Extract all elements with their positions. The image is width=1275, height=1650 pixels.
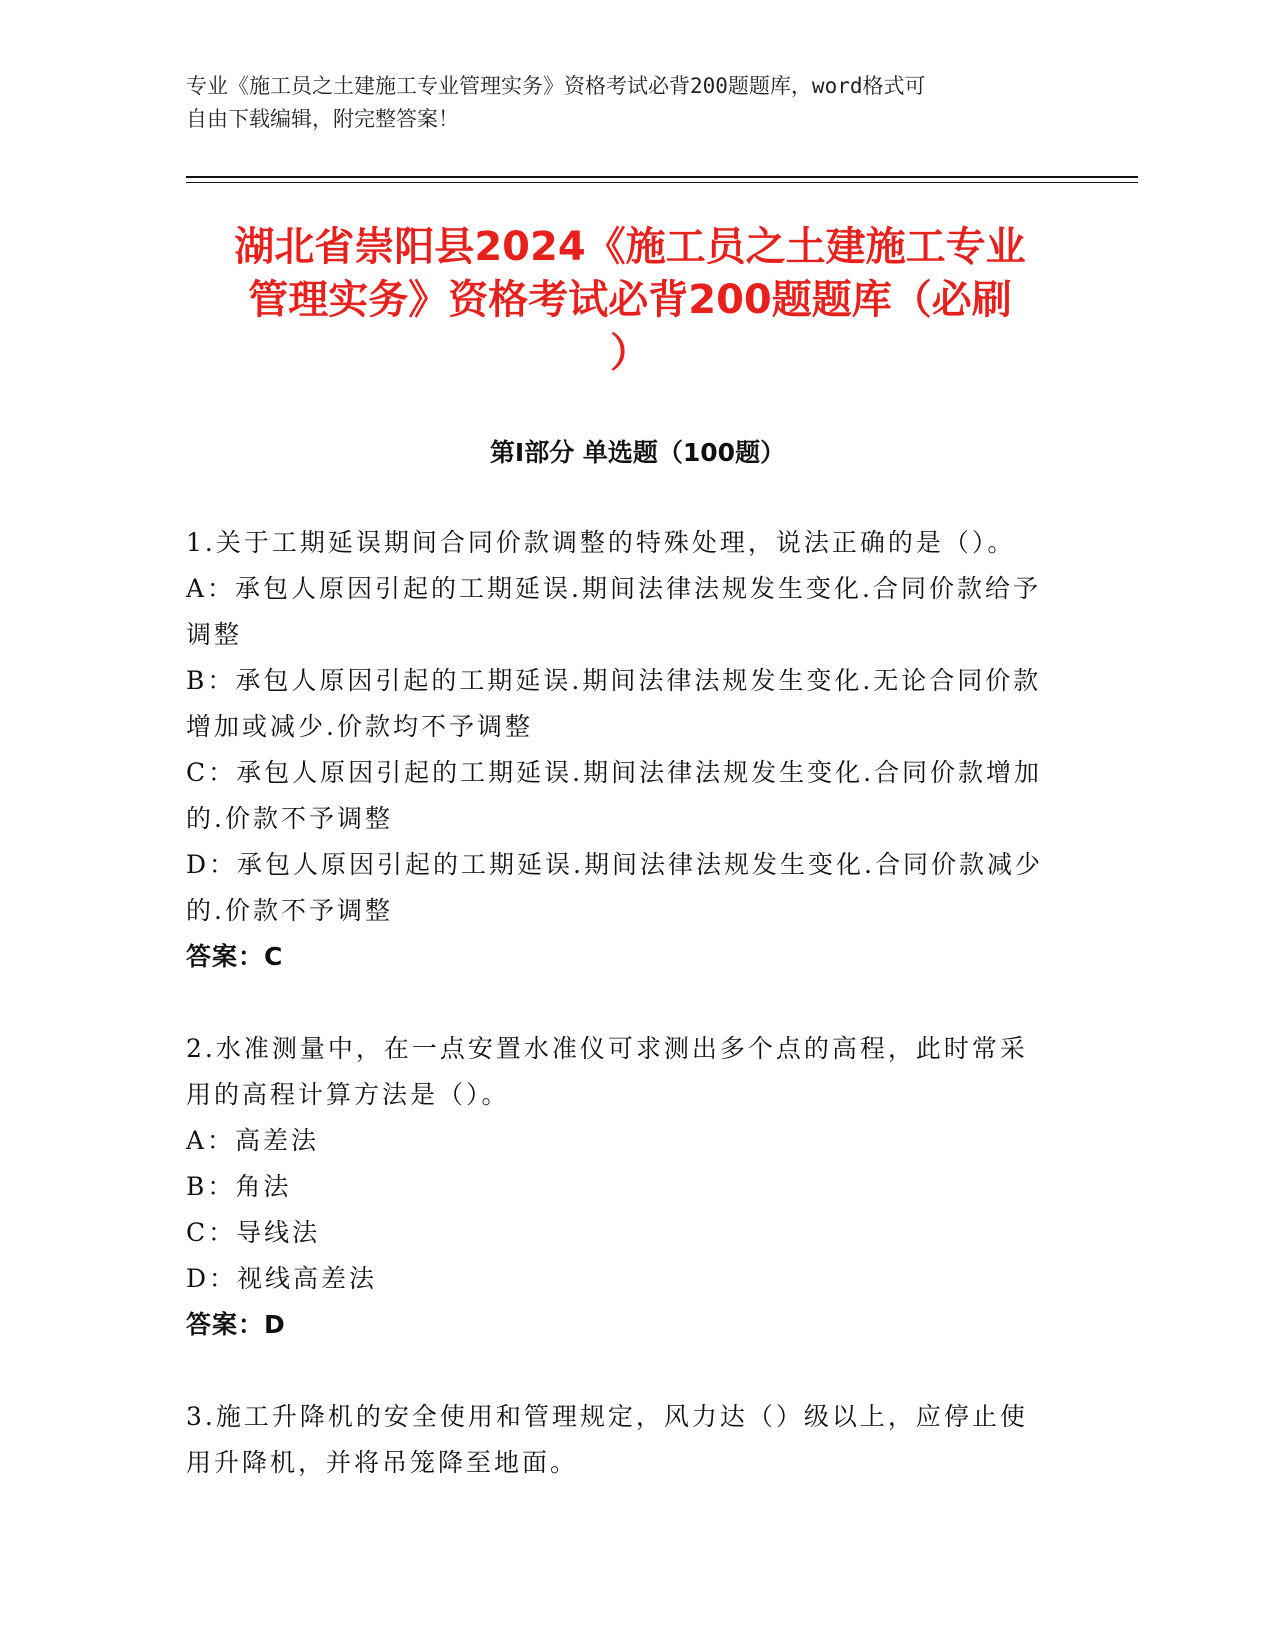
question-stem: 2.水准测量中，在一点安置水准仪可求测出多个点的高程，此时常采 — [186, 1034, 1028, 1063]
header-note-line: 自由下载编辑，附完整答案！ — [186, 107, 459, 131]
question-list — [186, 520, 1086, 1486]
option-b: B：角法 — [186, 1172, 292, 1201]
option-a-continued: 调整 — [186, 620, 243, 649]
question-stem-continued: 用升降机，并将吊笼降至地面。 — [186, 1448, 579, 1477]
header-divider-thick — [186, 176, 1138, 178]
header-note — [186, 70, 1086, 136]
option-a: A：承包人原因引起的工期延误.期间法律法规发生变化.合同价款给予 — [186, 574, 1041, 603]
question-spacer — [186, 980, 1086, 1026]
question-stem: 3.施工升降机的安全使用和管理规定，风力达（）级以上，应停止使 — [186, 1402, 1028, 1431]
option-d-continued: 的.价款不予调整 — [186, 896, 393, 925]
option-d: D：承包人原因引起的工期延误.期间法律法规发生变化.合同价款减少 — [186, 850, 1043, 879]
title-line: 管理实务》资格考试必背200题题库（必刷 — [248, 277, 1012, 323]
option-b: B：承包人原因引起的工期延误.期间法律法规发生变化.无论合同价款 — [186, 666, 1042, 695]
answer-label: 答案：D — [186, 1310, 286, 1339]
title-line: 湖北省崇阳县2024《施工员之土建施工专业 — [234, 224, 1026, 270]
question-item — [186, 1394, 1086, 1486]
header-divider-thin — [186, 182, 1138, 183]
header-note-line: 专业《施工员之土建施工专业管理实务》资格考试必背200题题库，word格式可 — [186, 74, 926, 98]
option-b-continued: 增加或减少.价款均不予调整 — [186, 712, 533, 741]
question-item — [186, 1026, 1086, 1348]
document-title — [160, 221, 1100, 380]
option-a: A：高差法 — [186, 1126, 320, 1155]
title-line: ） — [610, 330, 650, 376]
option-c: C：承包人原因引起的工期延误.期间法律法规发生变化.合同价款增加 — [186, 758, 1043, 787]
question-spacer — [186, 1348, 1086, 1394]
question-item — [186, 520, 1086, 980]
answer-label: 答案：C — [186, 942, 284, 971]
question-stem-continued: 用的高程计算方法是（）。 — [186, 1080, 510, 1109]
option-d: D：视线高差法 — [186, 1264, 378, 1293]
section-heading: 第Ⅰ部分 单选题（100题） — [489, 438, 786, 467]
option-c: C：导线法 — [186, 1218, 321, 1247]
option-c-continued: 的.价款不予调整 — [186, 804, 393, 833]
question-stem: 1.关于工期延误期间合同价款调整的特殊处理，说法正确的是（）。 — [186, 528, 1016, 557]
